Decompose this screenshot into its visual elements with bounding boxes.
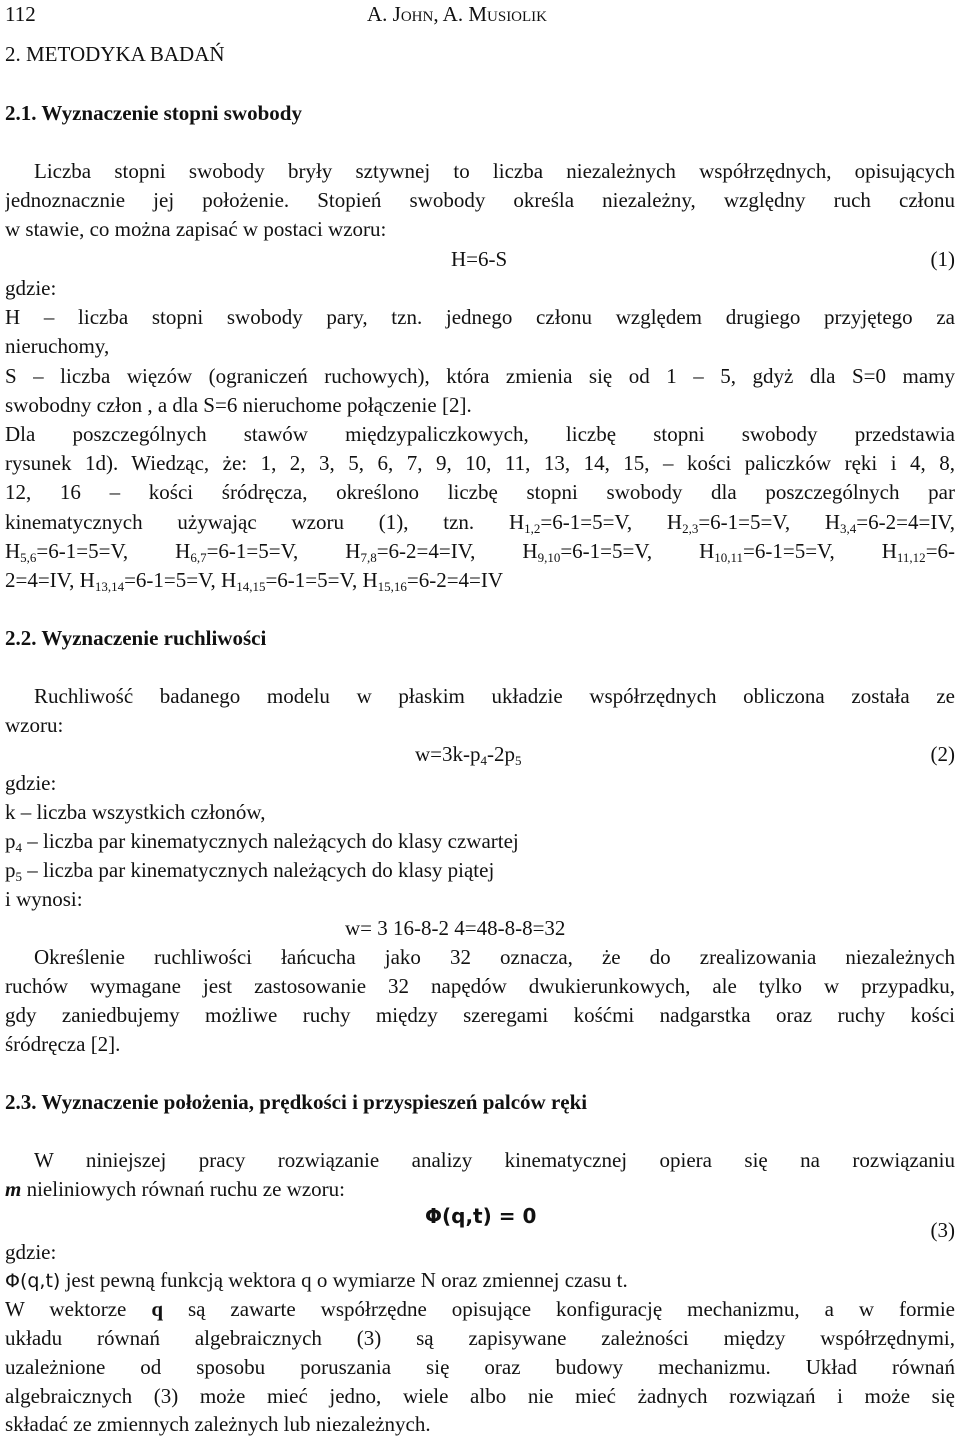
section-title-2-2: 2.2. Wyznaczenie ruchliwości [5, 626, 267, 650]
paragraph-line: układu równań algebraicznych (3) są zapisywane zależności między współrzędnymi, [5, 1326, 955, 1350]
h-values-line-3 [5, 566, 955, 595]
h-value: $H_{3,4}=6-2=4=IV$, [824, 510, 955, 536]
definition-k: k – liczba wszystkich członów, [5, 800, 266, 824]
definition-p5: $p_5$ – liczba par kinematycznych należących do klasy piątej [5, 858, 495, 884]
page-header [5, 0, 955, 29]
h-values-line-2 [5, 537, 955, 566]
paragraph-line: jednoznacznie jej położenie. Stopień swobody określa niezależny, względny ruch członu [5, 188, 955, 212]
paragraph-line: 12, 16 – kości śródręcza, określono liczbę stopni swobody dla poszczególnych par [5, 480, 955, 504]
equation-3-number: (3) [930, 1218, 955, 1242]
paragraph-line: W wektorze q są zawarte współrzędne opisujące konfigurację mechanizmu, a w formie [5, 1297, 955, 1321]
h-value: $H_{11,12}=6-$ [881, 539, 955, 565]
equation-1-number: (1) [930, 247, 955, 271]
h-value: $H_{6,7}=6-1=5=V$, [175, 539, 299, 565]
definition-s-cont: swobodny człon , a dla S=6 nieruchome połączenie [2]. [5, 393, 472, 417]
definition-h-cont: nieruchomy, [5, 334, 110, 358]
paragraph-line: m nieliniowych równań ruchu ze wzoru: [5, 1177, 345, 1201]
paragraph-line: Liczba stopni swobody bryły sztywnej to liczba niezależnych współrzędnych, opisujących [34, 159, 955, 183]
gdzie-label: gdzie: [5, 276, 57, 300]
equation-calc-text: w= 3 16-8-2 4=48-8-8=32 [345, 916, 566, 940]
h-value: $H_{5,6}=6-1=5=V$, [5, 539, 129, 565]
paragraph-line: W niniejszej pracy rozwiązanie analizy kinematycznej opiera się na rozwiązaniu [34, 1148, 955, 1172]
h-value: $H_{9,10}=6-1=5=V$, [522, 539, 653, 565]
h-value-cont: 2=4=IV, [5, 568, 75, 592]
h-value: $H_{14,15}=6-1=5=V$, [221, 568, 358, 594]
definition-h: H – liczba stopni swobody pary, tzn. jednego członu względem drugiego przyjętego za [5, 305, 955, 329]
definition-p4: $p_4$ – liczba par kinematycznych należących do klasy czwartej [5, 829, 519, 855]
paragraph-text: kinematycznych używając wzoru (1), tzn. [5, 510, 475, 534]
paragraph-line: śródręcza [2]. [5, 1032, 121, 1056]
definition-s: S – liczba więzów (ograniczeń ruchowych), która zmienia się od 1 – 5, gdyż dla S=0 mamy [5, 364, 955, 388]
wynosi-label: i wynosi: [5, 887, 83, 911]
phi-symbol: Φ(q,t) [5, 1270, 61, 1292]
paragraph-line: rysunek 1d). Wiedząc, że: 1, 2, 3, 5, 6, 7, 9, 10, 11, 13, 14, 15, – kości paliczków ręki i 4, 8, [5, 451, 955, 475]
paragraph-line: wzoru: [5, 713, 64, 737]
h-value: $H_{10,11}=6-1=5=V$, [699, 539, 835, 565]
gdzie-label: gdzie: [5, 771, 57, 795]
equation-2-number: (2) [930, 742, 955, 766]
h-value: $H_{7,8}=6-2=4=IV$, [345, 539, 476, 565]
paragraph-line: algebraicznych (3) może mieć jedno, wiele albo nie mieć żadnych rozwiązań i może się [5, 1384, 955, 1408]
section-title-2: 2. METODYKA BADAŃ [5, 42, 225, 66]
equation-1-text: H=6-S [451, 247, 508, 271]
paragraph-line: Ruchliwość badanego modelu w płaskim układzie współrzędnych obliczona została ze [34, 684, 955, 708]
paragraph-line: w stawie, co można zapisać w postaci wzoru: [5, 217, 387, 241]
paragraph-line: Dla poszczególnych stawów międzypaliczkowych, liczbę stopni swobody przedstawia [5, 422, 955, 446]
h-value: $H_{1,2}=6-1=5=V$, [508, 510, 633, 536]
h-value: $H_{15,16}=6-2=4=IV$ [362, 568, 504, 594]
h-value: $H_{13,14}=6-1=5=V$, [79, 568, 216, 594]
section-title-2-3: 2.3. Wyznaczenie położenia, prędkości i przyspieszeń palców ręki [5, 1090, 588, 1114]
section-title-2-1: 2.1. Wyznaczenie stopni swobody [5, 101, 302, 125]
paragraph-line: uzależnione od sposobu poruszania się oraz budowy mechanizmu. Układ równań [5, 1355, 955, 1379]
paragraph-line: Określenie ruchliwości łańcucha jako 32 oznacza, że do zrealizowania niezależnych [34, 945, 955, 969]
h-values-line-1 [5, 508, 955, 537]
paragraph-line: składać ze zmiennych zależnych lub niezależnych. [5, 1412, 431, 1436]
h-value: $H_{2,3}=6-1=5=V$, [666, 510, 791, 536]
equation-3-image: Φ(q,t) = 0 [425, 1204, 537, 1228]
definition-phi: Φ(q,t) jest pewną funkcją wektora q o wymiarze N oraz zmiennej czasu t. [5, 1268, 628, 1292]
page-number: 112 [5, 2, 36, 26]
paragraph-line: ruchów wymagane jest zastosowanie 32 napędów dwukierunkowych, ale tylko w przypadku, [5, 974, 955, 998]
gdzie-label: gdzie: [5, 1240, 57, 1264]
running-authors: A. John, A. Musiolik [367, 2, 548, 26]
paragraph-line: gdy zaniedbujemy możliwe ruchy między szeregami kośćmi nadgarstka oraz ruchy kości [5, 1003, 955, 1027]
equation-2-text: $w=3k-p_4-2p_5$ [415, 742, 522, 768]
